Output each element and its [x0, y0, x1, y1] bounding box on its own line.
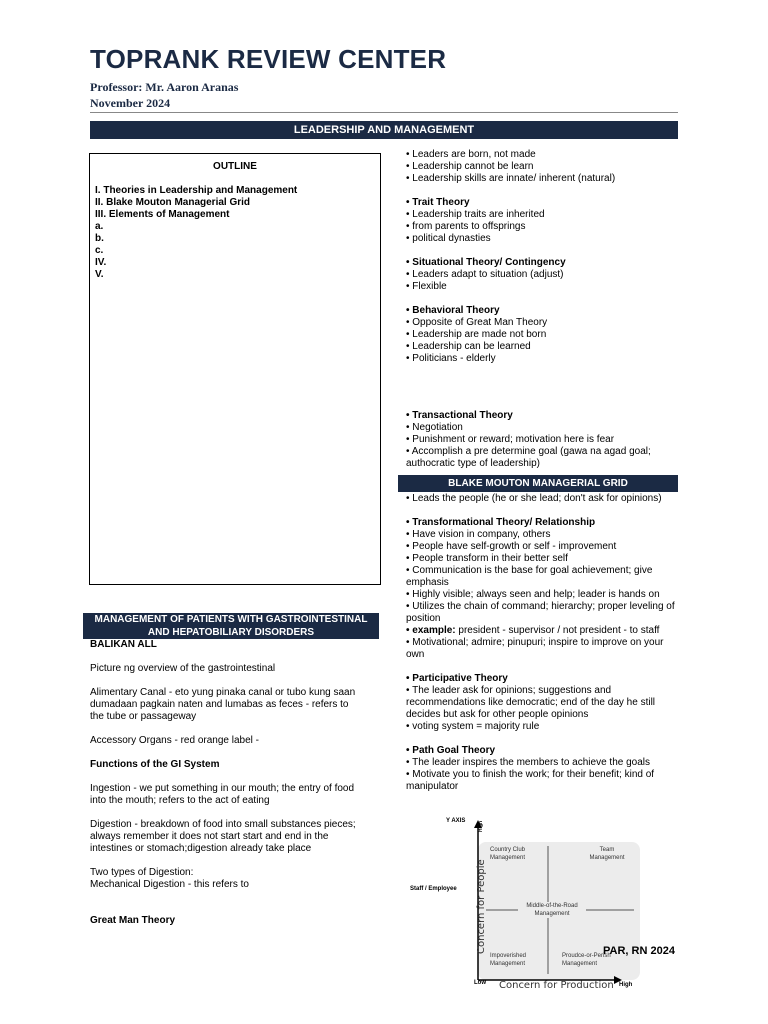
- text-line: • Utilizes the chain of command; hierarchy; proper leveling of position: [406, 601, 675, 624]
- quadrant-impoverished: Impoverished Management: [490, 953, 527, 967]
- y-axis-title: Concern for People: [476, 859, 487, 954]
- text-line: • Flexible: [406, 281, 447, 292]
- theories-column-top: [406, 149, 682, 365]
- paragraph-spacer: [406, 293, 682, 305]
- text-line: Digestion - breakdown of food into small substances pieces; always remember it does not start start and end in the intestines or stomach;digestion already take place: [90, 819, 356, 854]
- theories-column-mid: [406, 410, 682, 470]
- header-divider: [90, 112, 678, 113]
- professor-line: Professor: Mr. Aaron Aranas: [90, 80, 239, 94]
- paragraph-spacer: [90, 747, 365, 759]
- x-axis-title: Concern for Production: [499, 980, 614, 991]
- text-line: • political dynasties: [406, 233, 491, 244]
- text-line: • The leader inspires the members to achieve the goals: [406, 757, 651, 768]
- paragraph-spacer: [406, 661, 682, 673]
- text-line: Accessory Organs - red orange label -: [90, 735, 259, 746]
- paragraph-spacer: [406, 733, 682, 745]
- outline-item: a.: [95, 221, 104, 232]
- text-line: • Leads the people (he or she lead; don't ask for opinions): [406, 493, 662, 504]
- text-line: Ingestion - we put something in our mouth; the entry of food into the mouth; refers to the act of eating: [90, 783, 355, 806]
- text-line: • Highly visible; always seen and help; leader is hands on: [406, 589, 660, 600]
- text-line: • People have self-growth or self - improvement: [406, 541, 617, 552]
- footer-credit: PAR, RN 2024: [603, 945, 675, 957]
- outline-item: V.: [95, 269, 104, 280]
- paragraph-spacer: [90, 651, 365, 663]
- x-low-label: Low: [474, 980, 486, 986]
- outline-item: c.: [95, 245, 104, 256]
- quadrant-country-club: Country Club Management: [490, 847, 526, 861]
- outline-item: II. Blake Mouton Managerial Grid: [95, 197, 251, 208]
- text-line: BALIKAN ALL: [90, 639, 157, 650]
- theories-column-bottom: [406, 493, 682, 793]
- outline-heading: OUTLINE: [213, 161, 257, 172]
- outline-item: I. Theories in Leadership and Management: [95, 185, 298, 196]
- text-line: • Leadership are made not born: [406, 329, 547, 340]
- quadrant-produce-or-perish: Proudce-or-Perish Management: [562, 953, 611, 967]
- text-line: • Path Goal Theory: [406, 745, 496, 756]
- y-high-label: High: [478, 820, 484, 832]
- x-high-label: High: [619, 982, 633, 988]
- outline-item: IV.: [95, 257, 107, 268]
- text-line: • Opposite of Great Man Theory: [406, 317, 548, 328]
- text-line: • from parents to offsprings: [406, 221, 526, 232]
- text-line: • Have vision in company, others: [406, 529, 551, 540]
- text-line: • Leadership skills are innate/ inherent (natural): [406, 173, 616, 184]
- paragraph-spacer: [90, 807, 365, 819]
- text-line: • Transactional Theory: [406, 410, 513, 421]
- text-line: • Trait Theory: [406, 197, 470, 208]
- text-line: • People transform in their better self: [406, 553, 568, 564]
- paragraph-spacer: [90, 771, 365, 783]
- managerial-grid-svg: [410, 814, 640, 994]
- paragraph-spacer: [406, 245, 682, 257]
- text-line: • Participative Theory: [406, 673, 508, 684]
- gi-notes-column: [90, 639, 365, 927]
- staff-label: Staff / Employee: [410, 886, 457, 892]
- text-line: • Politicians - elderly: [406, 353, 496, 364]
- text-line: Great Man Theory: [90, 915, 176, 926]
- managerial-grid-chart: [410, 814, 640, 994]
- text-line: • Negotiation: [406, 422, 463, 433]
- paragraph-spacer: [90, 723, 365, 735]
- text-line: • Accomplish a pre determine goal (gawa na agad goal; authocratic type of leadership): [406, 446, 651, 469]
- outline-item: b.: [95, 233, 104, 244]
- section-banner: LEADERSHIP AND MANAGEMENT: [90, 121, 678, 139]
- text-line: • Leaders are born, not made: [406, 149, 536, 160]
- text-line: Alimentary Canal - eto yung pinaka canal or tubo kung saan dumadaan pagkain naten and lumabas as feces - refers to the tube or passageway: [90, 687, 356, 722]
- date-line: November 2024: [90, 96, 171, 110]
- paragraph-spacer: [90, 855, 365, 867]
- paragraph-spacer: [90, 891, 365, 903]
- text-line: • Communication is the base for goal achievement; give emphasis: [406, 565, 653, 588]
- text-line: Mechanical Digestion - this refers to: [90, 879, 249, 890]
- text-line: • Motivate you to finish the work; for their benefit; kind of manipulator: [406, 769, 655, 792]
- text-line: • Punishment or reward; motivation here is fear: [406, 434, 615, 445]
- document-title: TOPRANK REVIEW CENTER: [90, 44, 447, 74]
- outline-box: [89, 153, 381, 585]
- text-line: Functions of the GI System: [90, 759, 220, 770]
- quadrant-team: Team Management: [589, 847, 625, 861]
- text-line: • Transformational Theory/ Relationship: [406, 517, 596, 528]
- y-axis-label: Y AXIS: [446, 818, 466, 824]
- text-line: • Leadership traits are inherited: [406, 209, 545, 220]
- text-line: • voting system = majority rule: [406, 721, 540, 732]
- quadrant-middle-road: Middle-of-the-Road Management: [518, 902, 586, 922]
- paragraph-spacer: [406, 505, 682, 517]
- text-line: • The leader ask for opinions; suggestions and recommendations like democratic; end of the day he still decides but ask for other people opinions: [406, 685, 656, 720]
- gi-banner: MANAGEMENT OF PATIENTS WITH GASTROINTESTINAL AND HEPATOBILIARY DISORDERS: [83, 613, 379, 639]
- outline-list: [95, 185, 380, 281]
- grid-banner: BLAKE MOUTON MANAGERIAL GRID: [398, 475, 678, 492]
- text-line: Two types of Digestion:: [90, 867, 194, 878]
- text-line: • example: president - supervisor / not president - to staff: [406, 625, 660, 636]
- text-line: • Leadership can be learned: [406, 341, 531, 352]
- text-line: • Motivational; admire; pinupuri; inspire to improve on your own: [406, 637, 664, 660]
- text-line: • Behavioral Theory: [406, 305, 500, 316]
- paragraph-spacer: [406, 185, 682, 197]
- text-line: • Situational Theory/ Contingency: [406, 257, 566, 268]
- paragraph-spacer: [90, 675, 365, 687]
- text-line: • Leadership cannot be learn: [406, 161, 534, 172]
- paragraph-spacer: [90, 903, 365, 915]
- text-line: Picture ng overview of the gastrointestinal: [90, 663, 276, 674]
- outline-item: III. Elements of Management: [95, 209, 230, 220]
- text-line: • Leaders adapt to situation (adjust): [406, 269, 564, 280]
